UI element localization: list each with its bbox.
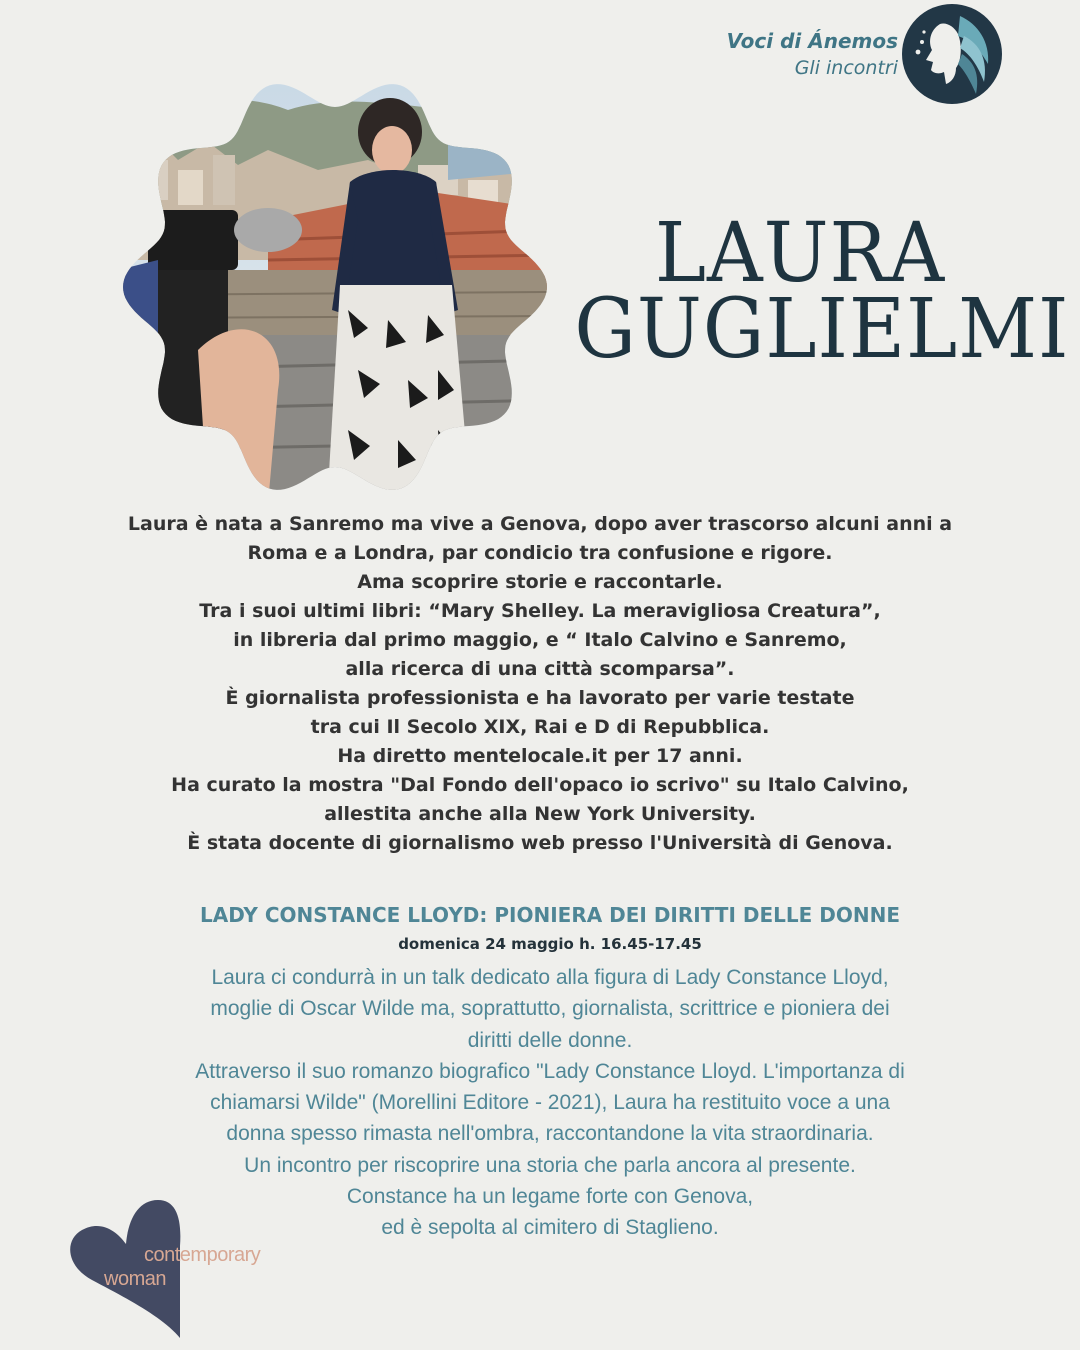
speaker-bio: [80, 510, 1000, 858]
speaker-name: [574, 206, 1070, 377]
bio-line: Ha diretto mentelocale.it per 17 anni.: [337, 745, 743, 767]
event-description-line: Un incontro per riscoprire una storia che parla ancora al presente.: [244, 1153, 856, 1177]
bio-line: Laura è nata a Sanremo ma vive a Genova, dopo aver trascorso alcuni anni a: [127, 513, 953, 535]
event-description-line: moglie di Oscar Wilde ma, soprattutto, giornalista, scrittrice e pioniera dei: [210, 997, 890, 1021]
event-description-line: Attraverso il suo romanzo biografico "Lady Constance Lloyd. L'importanza di: [195, 1059, 905, 1083]
bio-line: in libreria dal primo maggio, e “ Italo Calvino e Sanremo,: [233, 629, 847, 651]
woman-profile-wave-icon: [900, 2, 1004, 106]
event-description-line: chiamarsi Wilde" (Morellini Editore - 2021), Laura ha restituito voce a una: [210, 1091, 890, 1115]
brand-title: Voci di Ánemos: [726, 29, 898, 53]
bio-line: Tra i suoi ultimi libri: “Mary Shelley. La meravigliosa Creatura”,: [199, 600, 881, 622]
footer-logo-line1: contemporary: [144, 1244, 261, 1266]
event-description-line: Constance ha un legame forte con Genova,: [346, 1185, 754, 1209]
bio-line: Ha curato la mostra "Dal Fondo dell'opaco io scrivo" su Italo Calvino,: [171, 774, 909, 796]
bio-line: È stata docente di giornalismo web presso l'Università di Genova.: [187, 832, 893, 854]
bio-line: alla ricerca di una città scomparsa”.: [345, 658, 735, 680]
event-date: domenica 24 maggio h. 16.45-17.45: [398, 935, 702, 953]
brand-subtitle: Gli incontri: [794, 57, 898, 79]
event-description-line: donna spesso rimasta nell'ombra, raccontandone la vita straordinaria.: [226, 1122, 874, 1146]
event-description: [90, 962, 1010, 1244]
bio-line: tra cui Il Secolo XIX, Rai e D di Repubblica.: [310, 716, 770, 738]
event-description-line: diritti delle donne.: [467, 1028, 633, 1052]
speaker-last-name: GUGLIELMI: [574, 282, 1070, 377]
footer-logo-line2: woman: [104, 1268, 166, 1290]
speaker-first-name: LAURA: [654, 206, 946, 301]
event-description-line: Laura ci condurrà in un talk dedicato alla figura di Lady Constance Lloyd,: [211, 966, 889, 989]
brand-header: [727, 28, 898, 82]
event-title: LADY CONSTANCE LLOYD: PIONIERA DEI DIRITTI DELLE DONNE: [200, 903, 900, 927]
bio-line: È giornalista professionista e ha lavorato per varie testate: [225, 687, 855, 709]
bio-line: allestita anche alla New York University.: [324, 803, 756, 825]
bio-line: Roma e a Londra, par condicio tra confusione e rigore.: [247, 542, 833, 564]
speaker-photo: [118, 70, 552, 504]
bio-line: Ama scoprire storie e raccontarle.: [357, 571, 723, 593]
event-description-line: ed è sepolta al cimitero di Staglieno.: [381, 1216, 719, 1240]
